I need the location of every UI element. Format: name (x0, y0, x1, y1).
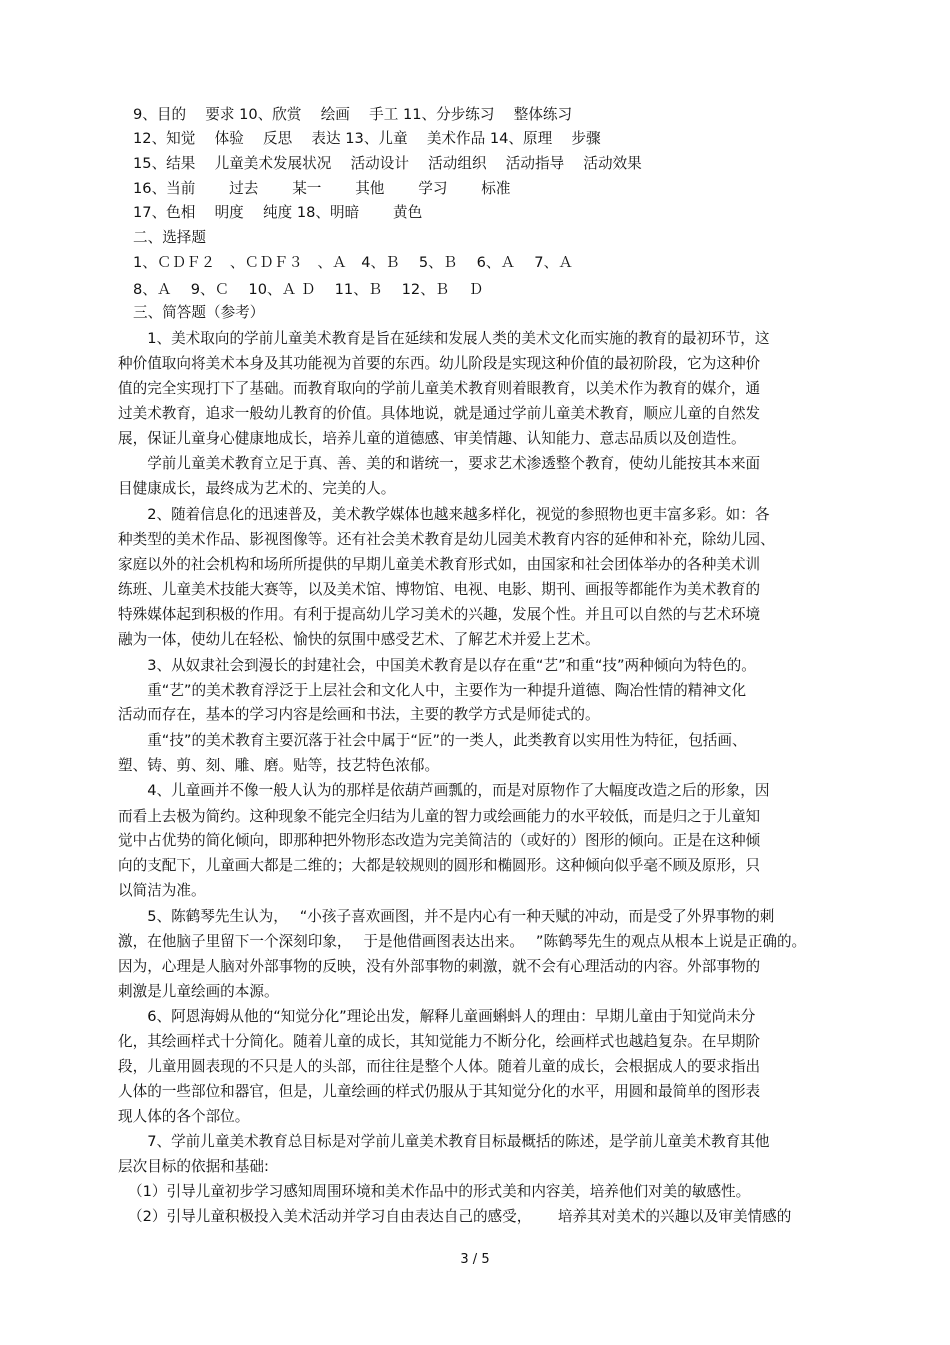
body-line: 1、美术取向的学前儿童美术教育是旨在延续和发展人类的美术文化而实施的教育的最初环节，这 (118, 330, 770, 347)
body-line: （1）引导儿童初步学习感知周围环境和美术作品中的形式美和内容美，培养他们对美的敏感性。 (128, 1183, 751, 1200)
body-line: 5、陈鹤琴先生认为， “小孩子喜欢画图，并不是内心有一种天赋的冲动，而是受了外界事物的刺 (118, 908, 775, 925)
answer-line-17-18: 17、色相 明度 纯度 18、明暗 黄色 (133, 204, 423, 221)
section-heading-short-answer: 三、简答题（参考） (133, 304, 265, 321)
body-line: 而看上去极为简约。这种现象不能完全归结为儿童的智力或绘画能力的水平较低，而是归之于儿童知 (118, 808, 761, 825)
body-line: 6、阿恩海姆从他的“知觉分化”理论出发，解释儿童画蝌蚪人的理由：早期儿童由于知觉尚未分 (118, 1008, 756, 1025)
answer-line-9-11: 9、目的 要求 10、欣赏 绘画 手工 11、分步练习 整体练习 (133, 106, 573, 123)
page-number: 3 / 5 (460, 1252, 490, 1267)
body-line: 7、学前儿童美术教育总目标是对学前儿童美术教育目标最概括的陈述，是学前儿童美术教育其他 (118, 1133, 770, 1150)
body-line: 以简洁为准。 (118, 882, 206, 899)
body-line: 3、从奴隶社会到漫长的封建社会，中国美术教育是以存在重“艺”和重“技”两种倾向为特色的。 (118, 657, 756, 674)
body-line: 学前儿童美术教育立足于真、善、美的和谐统一，要求艺术渗透整个教育，使幼儿能按其本来面 (118, 455, 761, 472)
body-line: 4、儿童画并不像一般人认为的那样是依葫芦画瓢的，而是对原物作了大幅度改造之后的形象，因 (118, 782, 770, 799)
body-line: 人体的一些部位和器官，但是，儿童绘画的样式仍服从于其知觉分化的水平，用圆和最简单的图形表 (118, 1083, 761, 1100)
body-line: 融为一体，使幼儿在轻松、愉快的氛围中感受艺术、了解艺术并爱上艺术。 (118, 631, 600, 648)
body-line: 练班、儿童美术技能大赛等，以及美术馆、博物馆、电视、电影、期刊、画报等都能作为美术教育的 (118, 581, 761, 598)
body-line: （2）引导儿童积极投入美术活动并学习自由表达自己的感受， 培养其对美术的兴趣以及审美情感的 (128, 1208, 792, 1225)
body-line: 特殊媒体起到积极的作用。有利于提高幼儿学习美术的兴趣，发展个性。并且可以自然的与艺术环境 (118, 606, 761, 623)
body-line: 目健康成长，最终成为艺术的、完美的人。 (118, 480, 396, 497)
body-line: 2、随着信息化的迅速普及，美术教学媒体也越来越多样化，视觉的参照物也更丰富多彩。如：各 (118, 506, 770, 523)
body-line: 种价值取向将美术本身及其功能视为首要的东西。幼儿阶段是实现这种价值的最初阶段，它为这种价 (118, 355, 761, 372)
body-line: 段，儿童用圆表现的不只是人的头部，而往往是整个人体。随着儿童的成长，会根据成人的要求指出 (118, 1058, 761, 1075)
body-line: 觉中占优势的简化倾向，即那种把外物形态改造为完美简洁的（或好的）图形的倾向。正是在这种倾 (118, 832, 761, 849)
body-line: 活动而存在，基本的学习内容是绘画和书法，主要的教学方式是师徒式的。 (118, 706, 600, 723)
body-line: 因为，心理是人脑对外部事物的反映，没有外部事物的刺激，就不会有心理活动的内容。外部事物的 (118, 958, 761, 975)
answer-line-16: 16、当前 过去 某一 其他 学习 标准 (133, 180, 511, 197)
body-line: 展，保证儿童身心健康地成长，培养儿童的道德感、审美情趣、认知能力、意志品质以及创造性。 (118, 430, 746, 447)
body-line: 层次目标的依据和基础: (118, 1158, 269, 1175)
body-line: 现人体的各个部位。 (118, 1108, 250, 1125)
choice-answer-line-2: 8、Ａ 9、Ｃ 10、Ａ Ｄ 11、Ｂ 12、Ｂ Ｄ (133, 281, 484, 298)
body-line: 重“技”的美术教育主要沉落于社会中属于“匠”的一类人，此类教育以实用性为特征，包括画、 (118, 732, 747, 749)
body-line: 刺激是儿童绘画的本源。 (118, 983, 279, 1000)
body-line: 激，在他脑子里留下一个深刻印象， 于是他借画图表达出来。 ”陈鹤琴先生的观点从根本上说是正确的。 (118, 933, 807, 950)
choice-answer-line-1: 1、ＣＤＦ２ 、ＣＤＦ３ 、Ａ 4、Ｂ 5、Ｂ 6、Ａ 7、Ａ (133, 254, 573, 271)
answer-line-15: 15、结果 儿童美术发展状况 活动设计 活动组织 活动指导 活动效果 (133, 155, 642, 172)
body-line: 重“艺”的美术教育浮泛于上层社会和文化人中，主要作为一种提升道德、陶冶性情的精神文化 (118, 682, 747, 699)
body-line: 值的完全实现打下了基础。而教育取向的学前儿童美术教育则着眼教育，以美术作为教育的媒介，通 (118, 380, 761, 397)
section-heading-choice: 二、选择题 (133, 229, 206, 246)
body-line: 化，其绘画样式十分简化。随着儿童的成长，其知觉能力不断分化，绘画样式也越趋复杂。在早期阶 (118, 1033, 761, 1050)
body-line: 过美术教育，追求一般幼儿教育的价值。具体地说，就是通过学前儿童美术教育，顺应儿童的自然发 (118, 405, 761, 422)
body-line: 家庭以外的社会机构和场所所提供的早期儿童美术教育形式如，由国家和社会团体举办的各种美术训 (118, 556, 761, 573)
body-line: 塑、铸、剪、刻、雕、磨。贴等，技艺特色浓郁。 (118, 757, 440, 774)
body-line: 种类型的美术作品、影视图像等。还有社会美术教育是幼儿园美术教育内容的延伸和补充，除幼儿园、 (118, 531, 775, 548)
body-line: 向的支配下，儿童画大都是二维的；大都是较规则的圆形和椭圆形。这种倾向似乎毫不顾及原形，只 (118, 857, 761, 874)
answer-line-12-14: 12、知觉 体验 反思 表达 13、儿童 美术作品 14、原理 步骤 (133, 130, 601, 147)
